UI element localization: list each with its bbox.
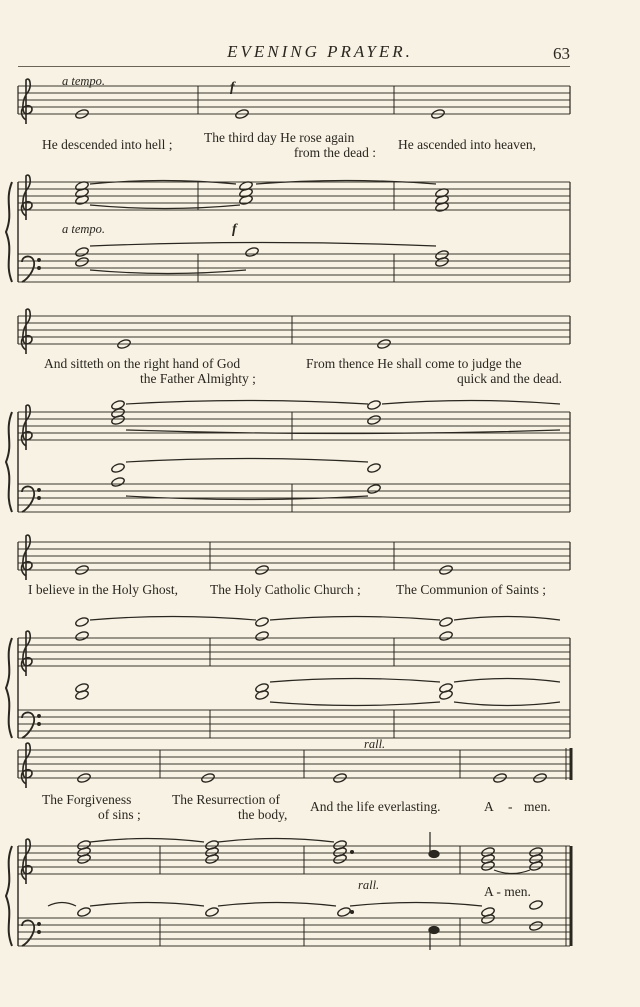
whole-note	[245, 246, 260, 257]
tie	[90, 839, 204, 843]
bass-clef-dot	[38, 497, 41, 500]
tie	[126, 401, 368, 405]
bass-clef	[22, 712, 34, 738]
bass-clef	[22, 486, 34, 512]
whole-note	[75, 616, 90, 627]
lyric: from the dead :	[293, 145, 376, 160]
whole-note	[111, 476, 126, 487]
page-number: 63	[553, 44, 570, 63]
whole-note	[529, 920, 544, 931]
lyric: men.	[524, 799, 551, 814]
tie	[218, 903, 336, 907]
tie	[350, 903, 482, 907]
dot	[351, 851, 354, 854]
whole-note	[255, 616, 270, 627]
bass-clef	[22, 920, 34, 946]
whole-note	[439, 630, 454, 641]
brace	[6, 412, 12, 512]
bass-clef-dot	[38, 267, 41, 270]
whole-note	[529, 899, 544, 910]
whole-note	[77, 906, 92, 917]
bass-clef-dot	[38, 931, 41, 934]
lyric: the Father Almighty ;	[140, 371, 256, 386]
lyric: A	[484, 799, 494, 814]
whole-note	[337, 906, 352, 917]
bass-clef-dot	[38, 723, 41, 726]
tie	[48, 903, 76, 907]
tie	[90, 243, 436, 247]
rall-mark: rall.	[358, 878, 380, 892]
tie	[382, 401, 560, 405]
tie	[90, 205, 240, 209]
dot	[351, 911, 354, 914]
tie	[270, 702, 440, 706]
tie	[270, 679, 440, 683]
tie	[218, 839, 334, 843]
forte-mark: f	[230, 80, 235, 95]
lyric: The third day He rose again	[204, 130, 355, 145]
lyric: of sins ;	[98, 807, 141, 822]
whole-note	[367, 414, 382, 425]
lyric: And the life everlasting.	[310, 799, 441, 814]
lyric: quick and the dead.	[457, 371, 562, 386]
quarter-note	[429, 927, 439, 934]
tie	[126, 459, 368, 463]
whole-note	[75, 246, 90, 257]
whole-note	[367, 399, 382, 410]
lyric: And sitteth on the right hand of God	[44, 356, 241, 371]
lyric: A - men.	[484, 884, 531, 899]
tempo-mark: a tempo.	[62, 222, 106, 236]
lyric: -	[508, 799, 513, 814]
bass-clef-dot	[38, 259, 41, 262]
tie	[90, 617, 256, 621]
tie	[454, 702, 560, 706]
lyric: He ascended into heaven,	[398, 137, 536, 152]
lyric: From thence He shall come to judge the	[306, 356, 522, 371]
whole-note	[205, 906, 220, 917]
lyric: I believe in the Holy Ghost,	[28, 582, 178, 597]
lyric: The Resurrection of	[172, 792, 280, 807]
running-title: EVENING PRAYER.	[227, 42, 413, 61]
tie	[270, 617, 440, 621]
brace	[6, 182, 12, 282]
brace	[6, 846, 12, 946]
lyric: the body,	[238, 807, 288, 822]
whole-note	[75, 630, 90, 641]
tie	[454, 617, 560, 621]
whole-note	[367, 483, 382, 494]
quarter-note	[429, 851, 439, 858]
tempo-mark: a tempo.	[62, 74, 106, 88]
bass-clef-dot	[38, 715, 41, 718]
whole-note	[255, 630, 270, 641]
tie	[454, 679, 560, 683]
whole-note	[439, 616, 454, 627]
brace	[6, 638, 12, 738]
tie	[90, 270, 246, 274]
lyric: The Forgiveness	[42, 792, 132, 807]
lyric: The Holy Catholic Church ;	[210, 582, 361, 597]
bass-clef-dot	[38, 923, 41, 926]
bass-clef-dot	[38, 489, 41, 492]
tie	[494, 870, 530, 874]
tie	[90, 903, 204, 907]
lyric: The Communion of Saints ;	[396, 582, 546, 597]
rall-mark: rall.	[364, 737, 386, 751]
whole-note	[111, 462, 126, 473]
whole-note	[367, 462, 382, 473]
bass-clef	[22, 256, 34, 282]
whole-note	[75, 256, 90, 267]
forte-mark: f	[232, 222, 237, 237]
lyric: He descended into hell ;	[42, 137, 173, 152]
